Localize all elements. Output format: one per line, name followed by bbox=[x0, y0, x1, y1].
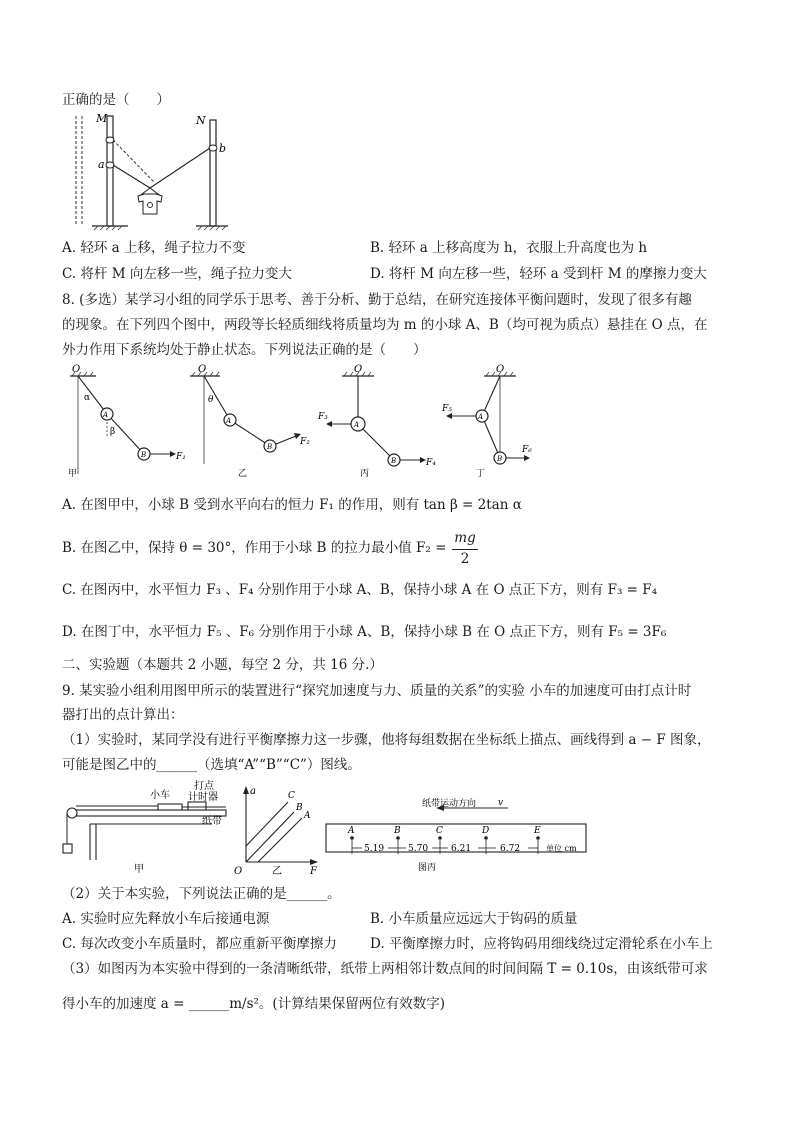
label-car: 小车 bbox=[150, 790, 170, 801]
q9-part2-option-d: D. 平衡摩擦力时，应将钩码用细线绕过定滑轮系在小车上 bbox=[370, 936, 713, 952]
label-F5: F₅ bbox=[442, 404, 452, 414]
caption-yi: 乙 bbox=[238, 469, 248, 479]
q9-part2-option-a: A. 实验时应先释放小车后接通电源 bbox=[62, 911, 270, 927]
label-O: O bbox=[354, 364, 363, 375]
q8-option-b-numerator: mg bbox=[454, 530, 476, 546]
q9-figure-jia bbox=[62, 780, 234, 880]
q7-option-b: B. 轻环 a 上移高度为 h，衣服上升高度也为 h bbox=[370, 240, 648, 256]
line-label-C: C bbox=[288, 791, 295, 801]
axis-F: F bbox=[310, 866, 317, 876]
label-O: O bbox=[72, 364, 81, 375]
label-v: v bbox=[498, 798, 504, 808]
label-timer-2: 计时器 bbox=[188, 792, 218, 803]
label-O: O bbox=[496, 364, 505, 375]
origin-O: O bbox=[234, 866, 243, 876]
caption-ding: 丁 bbox=[476, 469, 486, 479]
q9-figure-yi bbox=[232, 784, 322, 880]
q9-stem-line1: 9. 某实验小组利用图甲所示的装置进行“探究加速度与力、质量的关系”的实验 小车的加速度可由打点计时 bbox=[62, 683, 692, 699]
caption-jia: 甲 bbox=[68, 469, 78, 479]
line-label-A: A bbox=[304, 811, 311, 821]
gap-CD: 6.21 bbox=[451, 844, 472, 854]
caption-jia: 甲 bbox=[134, 864, 144, 875]
label-F2: F₂ bbox=[300, 437, 310, 447]
ball-A: A bbox=[226, 417, 232, 425]
section-title: 二、实验题（本题共 2 小题，每空 2 分，共 16 分.） bbox=[62, 657, 383, 673]
q9-part1-line1: （1）实验时，某同学没有进行平衡摩擦力这一步骤，他将每组数据在坐标纸上描点、画线得到 a − F 图象， bbox=[62, 732, 711, 748]
q8-figure-bing bbox=[316, 364, 446, 486]
label-alpha: α bbox=[84, 393, 91, 403]
q8-option-a: A. 在图甲中，小球 B 受到水平向右的恒力 F₁ 的作用，则有 tan β = 2tan α bbox=[62, 497, 522, 513]
point-D: D bbox=[482, 826, 490, 836]
line-B bbox=[246, 812, 294, 862]
q8-stem-line1: 8. (多选）某学习小组的同学乐于思考、善于分析、勤于总结，在研究连接体平衡问题时，发现了很多有趣 bbox=[62, 292, 692, 308]
label-F6: F₆ bbox=[522, 445, 532, 455]
ball-B: B bbox=[497, 455, 503, 463]
ball-A: A bbox=[478, 413, 484, 421]
label-b: b bbox=[219, 142, 227, 155]
q7-option-a: A. 轻环 a 上移，绳子拉力不变 bbox=[62, 240, 246, 256]
gap-BC: 5.70 bbox=[408, 844, 429, 854]
q8-figure-jia bbox=[66, 364, 196, 486]
q9-part2-option-b: B. 小车质量应远远大于钩码的质量 bbox=[370, 911, 578, 927]
label-N: N bbox=[196, 114, 206, 127]
ball-B: B bbox=[267, 443, 273, 451]
label-a: a bbox=[98, 158, 105, 171]
gap-DE: 6.72 bbox=[500, 844, 521, 854]
axis-a: a bbox=[250, 786, 256, 797]
q8-figure-ding bbox=[436, 364, 546, 486]
ball-B: B bbox=[391, 457, 397, 465]
label-O: O bbox=[198, 364, 207, 375]
q7-figure bbox=[62, 110, 232, 238]
ball-A: A bbox=[103, 411, 109, 419]
direction-label: 纸带运动方向 bbox=[422, 799, 477, 809]
label-F4: F₄ bbox=[426, 458, 436, 468]
label-theta: θ bbox=[208, 395, 214, 405]
caption-bing: 图丙 bbox=[418, 863, 437, 873]
label-beta: β bbox=[110, 427, 116, 437]
label-F1: F₁ bbox=[176, 452, 186, 462]
q8-stem-line3: 外力作用下系统均处于静止状态。下列说法正确的是（ ） bbox=[62, 342, 427, 358]
point-E: E bbox=[534, 826, 541, 836]
q7-stem-tail: 正确的是（ ） bbox=[62, 92, 170, 108]
point-A: A bbox=[348, 826, 355, 836]
caption-bing: 丙 bbox=[360, 469, 370, 479]
q9-part3-line1: （3）如图丙为本实验中得到的一条清晰纸带，纸带上两相邻计数点间的时间间隔 T = 0.10s，由该纸带可求 bbox=[62, 961, 708, 977]
q8-figure-yi bbox=[186, 364, 326, 486]
ball-B: B bbox=[141, 451, 147, 459]
line-label-B: B bbox=[296, 803, 303, 813]
line-A bbox=[258, 818, 302, 862]
q9-part2-option-c: C. 每次改变小车质量时，都应重新平衡摩擦力 bbox=[62, 936, 337, 952]
label-M: M bbox=[96, 112, 108, 125]
q9-stem-line2: 器打出的点计算出： bbox=[62, 707, 184, 723]
label-timer-1: 打点 bbox=[194, 781, 214, 792]
q8-stem-line2: 的现象。在下列四个图中，两段等长轻质细线将质量均为 m 的小球 A、B（均可视为质点）悬挂在 O 点，在 bbox=[62, 317, 708, 333]
q9-figure-bing bbox=[322, 796, 590, 882]
label-tape: 纸带 bbox=[202, 816, 222, 827]
q9-part2-question: （2）关于本实验，下列说法正确的是______。 bbox=[62, 886, 341, 902]
q9-part3-line2: 得小车的加速度 a = ______m/s²。(计算结果保留两位有效数字) bbox=[62, 996, 445, 1012]
ball-A: A bbox=[354, 421, 360, 429]
q8-option-d: D. 在图丁中，水平恒力 F₅ 、F₆ 分别作用于小球 A、B，保持小球 B 在 O 点正下方，则有 F₅ = 3F₆ bbox=[62, 624, 667, 640]
point-C: C bbox=[436, 826, 443, 836]
q7-option-d: D. 将杆 M 向左移一些，轻环 a 受到杆 M 的摩擦力变大 bbox=[370, 266, 707, 282]
gap-AB: 5.19 bbox=[364, 844, 385, 854]
label-F3: F₃ bbox=[318, 412, 328, 422]
point-B: B bbox=[394, 826, 401, 836]
q8-option-b: B. 在图乙中，保持 θ = 30°，作用于小球 B 的拉力最小值 F₂ = bbox=[62, 540, 447, 556]
q8-option-c: C. 在图丙中，水平恒力 F₃ 、F₄ 分别作用于小球 A、B，保持小球 A 在 O 点正下方，则有 F₃ = F₄ bbox=[62, 582, 658, 598]
q9-part1-line2: 可能是图乙中的______（选填“A”“B”“C”）图线。 bbox=[62, 757, 361, 773]
q7-option-c: C. 将杆 M 向左移一些，绳子拉力变大 bbox=[62, 266, 292, 282]
q8-option-b-denominator: 2 bbox=[460, 551, 470, 567]
caption-yi: 乙 bbox=[272, 866, 282, 876]
unit-label: 单位 cm bbox=[546, 844, 577, 853]
